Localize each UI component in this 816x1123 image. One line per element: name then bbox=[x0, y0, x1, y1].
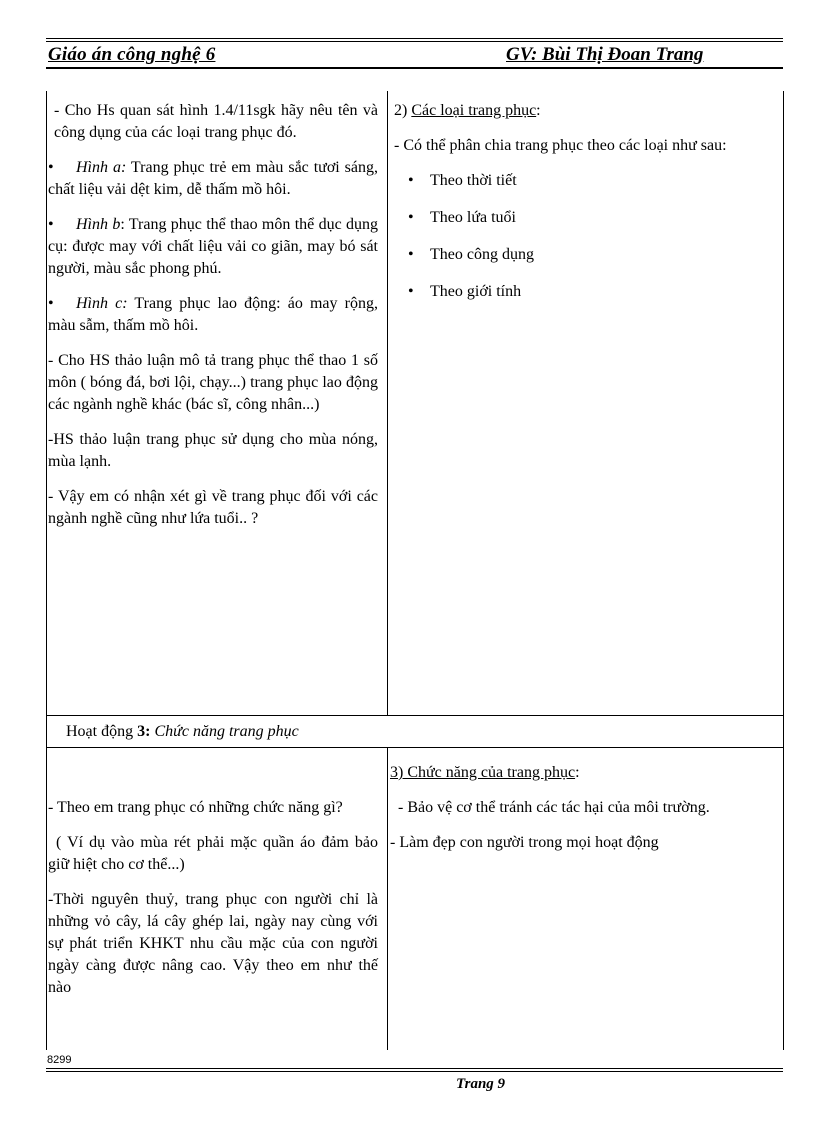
list-item: • Theo lứa tuổi bbox=[394, 207, 776, 229]
right-column-lower bbox=[390, 762, 778, 867]
list-item: • Theo giới tính bbox=[394, 281, 776, 303]
bullet-icon: • bbox=[48, 159, 54, 176]
remark-question: - Vậy em có nhận xét gì về trang phục đối với các ngành nghề cũng như lứa tuổi.. ? bbox=[48, 488, 378, 527]
figure-b-item bbox=[48, 214, 378, 280]
activity-3-heading bbox=[66, 723, 299, 741]
table-row-line-1 bbox=[46, 715, 783, 716]
figure-c-label: Hình c: bbox=[76, 295, 128, 312]
observe-instruction: - Cho Hs quan sát hình 1.4/11sgk hãy nêu tên và công dụng của các loại trang phục đó. bbox=[54, 102, 378, 141]
figure-a-item bbox=[48, 157, 378, 201]
figure-a-label: Hình a: bbox=[76, 159, 127, 176]
table-border-right bbox=[783, 91, 784, 1050]
table-row-line-2 bbox=[46, 747, 783, 748]
table-border-left bbox=[46, 91, 47, 1050]
figure-b-text: : Trang phục thể thao môn thể dục dụng cụ: được may với chất liệu vải co giãn, may bó sát người, màu sắc phong phú. bbox=[48, 216, 378, 277]
header-rule-top-2 bbox=[46, 41, 783, 42]
section-2-number: 2) bbox=[394, 102, 408, 119]
list-item: • Theo thời tiết bbox=[394, 170, 776, 192]
figure-c-item bbox=[48, 293, 378, 337]
footer-rule-2 bbox=[46, 1071, 783, 1072]
left-column-lower bbox=[48, 797, 378, 1012]
functions-question: - Theo em trang phục có những chức năng gì? bbox=[48, 799, 343, 816]
discussion-seasons: -HS thảo luận trang phục sử dụng cho mùa nóng, mùa lạnh. bbox=[48, 431, 378, 470]
left-column-upper bbox=[48, 100, 378, 543]
classification-intro: - Có thể phân chia trang phục theo các loại như sau: bbox=[394, 137, 727, 154]
section-3-colon: : bbox=[575, 764, 580, 781]
table-divider-upper bbox=[387, 91, 388, 715]
winter-example: ( Ví dụ vào mùa rét phải mặc quần áo đảm bảo giữ hiệt cho cơ thể...) bbox=[48, 834, 378, 873]
activity-label: Hoạt động bbox=[66, 723, 138, 740]
table-divider-lower bbox=[387, 747, 388, 1050]
list-item: • Theo công dụng bbox=[394, 244, 776, 266]
bullet-icon: • bbox=[48, 295, 54, 312]
header-teacher: GV: Bùi Thị Đoan Trang bbox=[506, 44, 704, 65]
clothing-types-list bbox=[394, 170, 776, 303]
figure-c-text: Trang phục lao động: áo may rộng, màu sẫm, thấm mồ hôi. bbox=[48, 295, 378, 334]
figure-a-text: Trang phục trẻ em màu sắc tươi sáng, chất liệu vải dệt kim, dễ thấm mồ hôi. bbox=[48, 159, 379, 198]
discussion-sports: - Cho HS thảo luận mô tả trang phục thể thao 1 số môn ( bóng đá, bơi lội, chạy...) trang phục lao động các ngành nghề khác (bác sĩ, công nhân...) bbox=[48, 352, 378, 413]
history-paragraph: -Thời nguyên thuỷ, trang phục con người chỉ là những vỏ cây, lá cây ghép lai, ngày nay cùng với sự phát triển KHKT nhu cầu mặc của con người ngày càng được nâng cao. Vậy theo em như thế nào bbox=[48, 891, 378, 996]
header-rule-top bbox=[46, 38, 783, 39]
section-2-colon: : bbox=[536, 102, 541, 119]
footer-rule-1 bbox=[46, 1068, 783, 1069]
function-protect: - Bảo vệ cơ thể tránh các tác hại của môi trường. bbox=[398, 799, 710, 816]
function-beautify: - Làm đẹp con người trong mọi hoạt động bbox=[390, 834, 659, 851]
section-3-title: 3) Chức năng của trang phục bbox=[390, 764, 576, 781]
document-code: 8299 bbox=[47, 1054, 72, 1066]
activity-number: 3: bbox=[137, 723, 151, 740]
figure-b-label: Hình b bbox=[76, 216, 121, 233]
page-number: Trang 9 bbox=[456, 1076, 506, 1092]
lesson-table bbox=[46, 91, 783, 1050]
right-column-upper bbox=[394, 100, 776, 318]
activity-title: Chức năng trang phục bbox=[150, 723, 299, 740]
header-subject: Giáo án công nghệ 6 bbox=[48, 44, 216, 65]
section-2-heading bbox=[394, 100, 776, 122]
bullet-icon: • bbox=[48, 216, 54, 233]
section-3-heading bbox=[390, 762, 778, 784]
section-2-title: Các loại trang phục bbox=[411, 102, 537, 119]
header-rule-bottom bbox=[46, 67, 783, 69]
